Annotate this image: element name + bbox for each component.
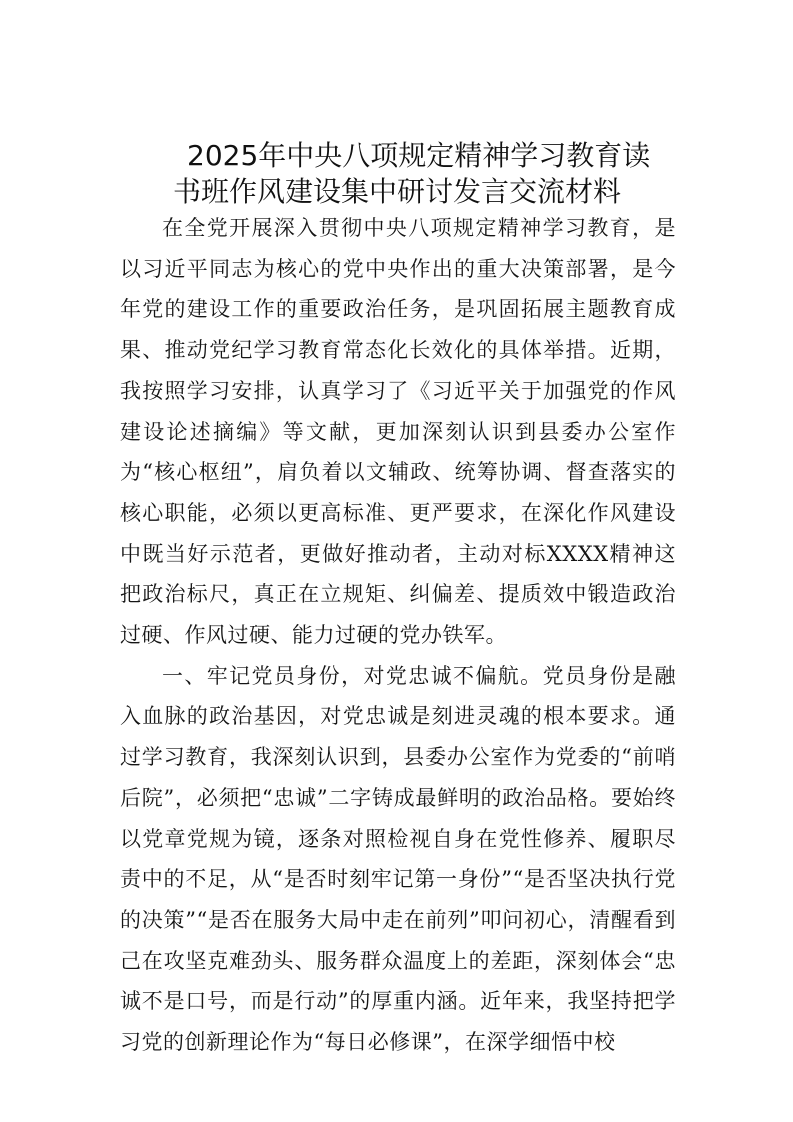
paragraph-intro: 在全党开展深入贯彻中央八项规定精神学习教育，是以习近平同志为核心的党中央作出的重大决策部署，是今年党的建设工作的重要政治任务，是巩固拓展主题教育成果、推动党纪学习教育常态化长效化的具体举措。近期，我按照学习安排，认真学习了《习近平关于加强党的作风建设论述摘编》等文献，更加深刻认识到县委办公室作为“核心枢纽”，肩负着以文辅政、统筹协调、督查落实的核心职能，必须以更高标准、更严要求，在深化作风建设中既当好示范者，更做好推动者，主动对标XXXX精神这把政治标尺，真正在立规矩、纠偏差、提质效中锻造政治过硬、作风过硬、能力过硬的党办铁军。 xyxy=(120,216,676,648)
document-title xyxy=(120,138,680,210)
paragraph-section-1: 一、牢记党员身份，对党忠诚不偏航。党员身份是融入血脉的政治基因，对党忠诚是刻进灵魂的根本要求。通过学习教育，我深刻认识到，县委办公室作为党委的“前哨后院”，必须把“忠诚”二字铸成最鲜明的政治品格。要始终以党章党规为镜，逐条对照检视自身在党性修养、履职尽责中的不足，从“是否时刻牢记第一身份”“是否坚决执行党的决策”“是否在服务大局中走在前列”叩问初心，清醒看到己在攻坚克难劲头、服务群众温度上的差距，深刻体会“忠诚不是口号，而是行动”的厚重内涵。近年来，我坚持把学习党的创新理论作为“每日必修课”，在深学细悟中校 xyxy=(120,663,676,1055)
title-line-2: 书班作风建设集中研讨发言交流材料 xyxy=(173,175,622,208)
title-line-1: 2025年中央八项规定精神学习教育读 xyxy=(187,139,651,172)
document-body xyxy=(120,208,676,1063)
